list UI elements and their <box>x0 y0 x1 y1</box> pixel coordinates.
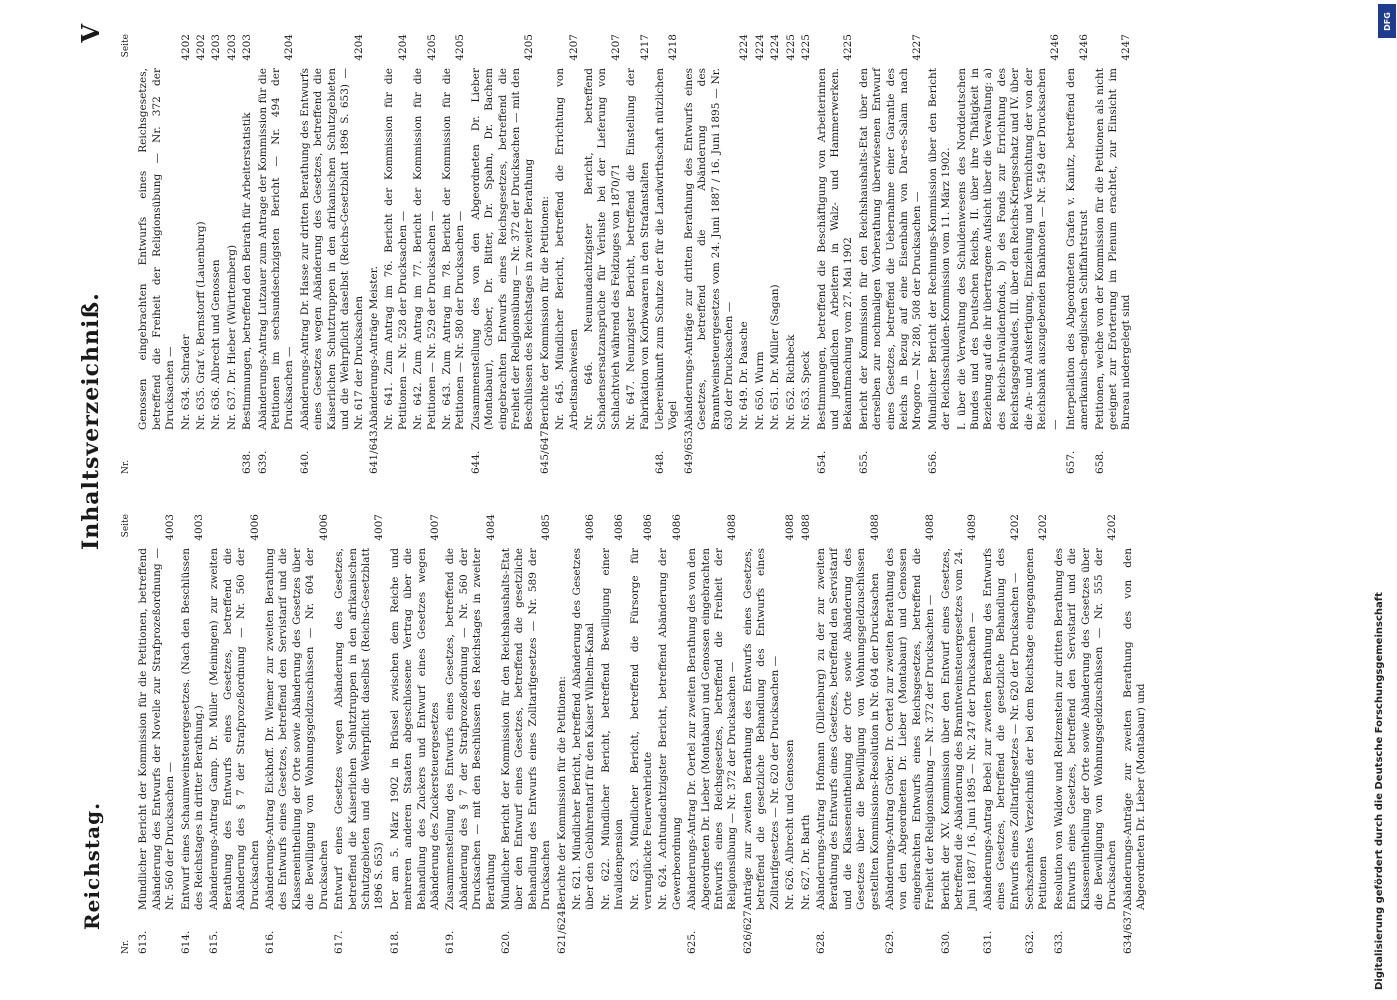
list-item <box>556 514 569 954</box>
list-item <box>769 34 782 474</box>
entry-number: 631. <box>981 930 994 954</box>
entry-text: Zusammenstellung des von den Abgeordneten Dr. Lieber (Montabaur), Gröber, Dr. Bitter, Dr. Spahn, Dr. Bachem eingebrachten Entwurfs eines Reichsgesetzes, betreffend die Freiheit der Religionsübung — Nr. 372 der Drucksachen — mit den Beschlüssen des Reichstages in zweiter Berathung <box>469 68 536 430</box>
entry-page: 4204 <box>396 34 409 61</box>
entry-page: 4227 <box>911 34 924 61</box>
nr-head: Nr. <box>121 459 131 474</box>
entry-page: 4202 <box>195 34 208 61</box>
entry-text: Nr. 621. Mündlicher Bericht, betreffend Abänderung des Gesetzes über den Gebührentarif für den Kaiser Wilhelm-Kanal <box>571 548 597 910</box>
entry-page: 4006 <box>317 514 330 541</box>
entry-number <box>383 430 410 474</box>
entry-text: Genossen eingebrachten Entwurfs eines Reichsgesetzes, betreffend die Freiheit der Religionsübung — Nr. 372 der Drucksachen — <box>137 68 177 430</box>
list-item <box>571 514 598 954</box>
list-item <box>583 34 623 474</box>
entry-number <box>210 430 223 474</box>
entry-number: 658. <box>1093 450 1106 474</box>
list-item <box>754 34 767 474</box>
entry-page: 4204 <box>352 34 365 61</box>
entry-number <box>554 430 581 474</box>
entry-page: 4088 <box>726 514 739 541</box>
entry-page: 4207 <box>609 34 622 61</box>
entry-page: 4086 <box>642 514 655 541</box>
entry-page: 4088 <box>799 514 812 541</box>
entry-page: 4246 <box>1078 34 1091 61</box>
column-head <box>120 34 133 474</box>
entry-page: 4225 <box>800 34 813 61</box>
entry-number: 625. <box>686 930 699 954</box>
entry-page: 4007 <box>373 514 386 541</box>
entry-text: Nr. 653. Speck <box>800 351 813 430</box>
entry-page: 4218 <box>667 34 680 61</box>
entry-page: 4089 <box>966 514 979 541</box>
entry-text: Mündlicher Bericht der Rechnungs-Kommission über den Bericht der Reichsschulden-Kommission vom 11. März 1902. <box>926 68 953 430</box>
entry-page: 4203 <box>225 34 238 61</box>
entry-text: Nr. 635. Graf v. Bernstorff (Lauenburg) <box>195 221 208 430</box>
right-column <box>120 34 1350 474</box>
entry-page: 4088 <box>924 514 937 541</box>
entry-page: 4088 <box>868 514 881 541</box>
entry-text: Abänderungs-Antrag Eickhoff. Dr. Wiemer zur zweiten Berathung des Entwurfs eines Gesetzes, betreffend den Servistarif und die Klasseneintheilung der Orte sowie Abänderung des Gesetzes über die Bewilligung von Wohnungsgeldzuschüssen — Nr. 604 der Drucksachen <box>264 548 330 910</box>
entry-text: Berichte der Kommission für die Petitionen: <box>538 196 551 430</box>
digitization-credit: Digitalisierung gefördert durch die Deutsche Forschungsgemeinschaft <box>1374 592 1385 990</box>
entry-text: Petitionen, welche von der Kommission für die Petitionen als nicht geeignet zur Erörterung im Plenum erachtet, zur Einsicht im Bureau niedergelegt sind <box>1093 68 1133 430</box>
entry-page: 4202 <box>1037 514 1050 541</box>
entry-text: Nr. 645. Mündlicher Bericht, betreffend die Errichtung von Arbeitsnachweisen <box>554 68 580 430</box>
entry-number: 656. <box>926 450 939 474</box>
entry-text: Nr. 626. Albrecht und Genossen <box>784 739 797 910</box>
entry-text: Abänderungs-Antrag Dr. Oertel zur zweiten Berathung des von den Abgeordneten Dr. Lieber (Montabaur) und Genossen eingebrachten Entwurfs eines Reichsgesetzes, betreffend die Freiheit der Religionsübung — Nr. 372 der Drucksachen — <box>686 548 739 910</box>
header-left: Reichstag. <box>80 801 104 930</box>
entry-number <box>226 430 239 474</box>
dfg-logo: DFG <box>1378 4 1396 38</box>
list-item <box>383 34 410 474</box>
entry-number: 629. <box>883 930 896 954</box>
entry-number: 614. <box>179 930 192 954</box>
entry-page: 4086 <box>670 514 683 541</box>
list-item <box>940 514 980 954</box>
entry-number: 615. <box>208 930 221 954</box>
entry-text: Nr. 651. Dr. Müller (Sagan) <box>769 284 782 430</box>
entry-page: 4085 <box>540 514 553 541</box>
list-item <box>927 34 954 474</box>
list-item <box>625 34 652 474</box>
entry-page: 4246 <box>1049 34 1062 61</box>
entry-number <box>769 430 782 474</box>
entry-number <box>412 430 439 474</box>
nr-head: Nr. <box>121 939 131 954</box>
list-item <box>1024 514 1051 954</box>
list-item <box>257 34 297 474</box>
entry-number <box>754 430 767 474</box>
entry-text: Uebereinkunft zum Schutze der für die Landwirthschaft nützlichen Vögel <box>654 68 680 430</box>
entry-text: Interpellation des Abgeordneten Grafen v. Kanitz, betreffend den amerikanisch-englischen Schiffahrtstrust <box>1064 68 1091 430</box>
entry-text: Nr. 649. Dr. Paasche <box>738 321 751 430</box>
entry-number: 638. <box>241 450 254 474</box>
entry-text: Abänderungs-Anträge Meister. <box>367 266 380 430</box>
entry-text: Nr. 641. Zum Antrag im 76. Bericht der Kommission für die Petitionen — Nr. 528 der Drucksachen — <box>383 68 409 430</box>
entry-page: 4224 <box>738 34 751 61</box>
entry-number <box>785 430 798 474</box>
list-item <box>683 34 737 474</box>
header-title: Inhaltsverzeichniß. <box>78 292 104 550</box>
list-item <box>816 34 856 474</box>
list-item <box>884 514 938 954</box>
left-column <box>120 514 1350 954</box>
entry-text: Anträge zur zweiten Berathung des Entwurfs eines Gesetzes, betreffend die gesetzliche Behandlung des Entwurfs eines Zolltarifgesetzes — Nr. 620 der Drucksachen — <box>741 548 781 910</box>
entry-page: 4204 <box>283 34 296 61</box>
entry-text: Abänderungs-Anträge zur zweiten Berathung des von den Abgeordneten Dr. Lieber (Montabaur) und <box>1121 548 1148 910</box>
list-item <box>208 514 262 954</box>
entry-number: 619. <box>444 930 457 954</box>
entry-text: Nr. 646. Neunundachtzigster Bericht, betreffend Schadensersatzansprüche für Verluste bei der Lieferung von Schlachtvieh während des Feldzuges von 1870/71 <box>583 68 622 430</box>
list-item <box>226 34 239 474</box>
entry-number: 648. <box>654 450 667 474</box>
entry-text: Nr. 652. Richbeck <box>784 334 797 430</box>
entry-number: 634/637. <box>1121 907 1134 954</box>
entry-text: Nr. 634. Schrader <box>179 334 192 430</box>
list-item <box>858 34 925 474</box>
entry-page: 4225 <box>842 34 855 61</box>
entry-number: 657. <box>1064 450 1077 474</box>
entry-text: Abänderungs-Antrag Gröber. Dr. Oertel zur zweiten Berathung des von den Abgeordneten Dr. Lieber (Montabaur) und Genossen eingebrachten Entwurfs eines Reichsgesetzes, betreffend die Freiheit der Religionsübung — Nr. 372 der Drucksachen — <box>883 548 937 910</box>
entry-page: 4006 <box>248 514 261 541</box>
list-item <box>389 514 443 954</box>
entry-number <box>956 430 1063 474</box>
entry-text: Nr. 643. Zum Antrag im 78. Bericht der Kommission für die Petitionen — Nr. 580 der Drucksachen — <box>440 68 467 430</box>
entry-text: Bestimmungen, betreffend die Beschäftigung von Arbeiterinnen und jugendlichen Arbeitern in Walz- und Hammerwerken. Bekanntmachung vom 27. Mai 1902 <box>815 68 855 430</box>
list-item <box>800 514 813 954</box>
list-item <box>686 514 740 954</box>
entry-number: 632. <box>1024 930 1036 954</box>
list-item <box>815 514 882 954</box>
entry-number: 626/627. <box>741 907 754 954</box>
entry-page: 4202 <box>1106 514 1119 541</box>
list-item <box>784 514 797 954</box>
entry-text: Resolution von Waldow und Reitzenstein zur dritten Berathung des Entwurfs eines Gesetzes, betreffend den Servistarif und die Klasseneintheilung der Orte sowie Abänderung des Gesetzes über die Bewilligung von Wohnungsgeldzuschüssen — Nr. 555 der Drucksachen <box>1052 548 1119 910</box>
entry-list <box>137 514 1148 954</box>
entry-number <box>784 910 797 954</box>
entry-text: Mündlicher Bericht der Kommission für den Reichshaushalts-Etat über den Entwurf eines Gesetzes, betreffend die gesetzliche Behandlung des Entwurfs eines Zolltarifgesetzes — Nr. 589 der Drucksachen <box>499 548 553 910</box>
page-header <box>70 0 110 1000</box>
list-item <box>742 514 782 954</box>
entry-number <box>441 430 468 474</box>
entry-page: 4224 <box>769 34 782 61</box>
entry-number: 618. <box>388 930 401 954</box>
list-item <box>956 34 1063 474</box>
entry-list <box>137 34 1133 474</box>
column-head <box>120 514 133 954</box>
entry-text: Entwurf eines Schaumweinsteuergesetzes. (Nach den Beschlüssen des Reichstages in dritter Berathung.) <box>179 548 206 910</box>
list-item <box>137 514 177 954</box>
list-item <box>785 34 798 474</box>
entry-text: Nr. 637. Dr. Hieber (Württemberg) <box>225 244 238 430</box>
list-item <box>600 514 627 954</box>
entry-text: Zusammenstellung des Entwurfs eines Gesetzes, betreffend die Abänderung des § 7 der Strafprozeßordnung — Nr. 560 der Drucksachen — mit den Beschlüssen des Reichstages in zweiter Berathung <box>444 548 497 910</box>
entry-number <box>600 910 627 954</box>
list-item <box>137 34 177 474</box>
list-item <box>412 34 439 474</box>
entry-number <box>657 910 684 954</box>
list-item <box>657 514 684 954</box>
entry-number: 630. <box>939 930 952 954</box>
entry-text: Nr. 623. Mündlicher Bericht, betreffend die Fürsorge für verunglückte Feuerwehrleute <box>628 548 655 910</box>
entry-page: 4203 <box>241 34 254 61</box>
entry-number <box>195 430 208 474</box>
seite-head: Seite <box>121 34 131 58</box>
entry-number <box>571 910 598 954</box>
entry-number: 644. <box>469 450 482 474</box>
list-item <box>1065 34 1092 474</box>
entry-text: Nr. 642. Zum Antrag im 77. Bericht der Kommission für die Petitionen — Nr. 529 der Drucksachen — <box>412 68 438 430</box>
entry-number: 617. <box>333 930 346 954</box>
list-item <box>800 34 813 474</box>
entry-number <box>738 430 751 474</box>
entry-page: 4225 <box>784 34 797 61</box>
list-item <box>982 514 1022 954</box>
entry-number: 640. <box>298 450 311 474</box>
list-item <box>333 514 387 954</box>
entry-number <box>800 910 813 954</box>
list-item <box>441 34 468 474</box>
entry-text: Bericht der XV. Kommission über den Entwurf eines Gesetzes, betreffend die Abänderung des Branntweinsteuergesetzes vom 24. Juni 1887 / 16. Juni 1895 — Nr. 247 der Drucksachen — <box>939 548 979 910</box>
entry-text: Abänderungs-Antrag Hofmann (Dillenburg) zu der zur zweiten Berathung des Entwurfs eines Gesetzes, betreffend den Servistarif und die Klasseneintheilung der Orte sowie Abänderung des Gesetzes über die Bewilligung von Wohnungsgeldzuschüssen gestellten Kommissions-Resolution in Nr. 604 der Drucksachen <box>814 548 881 910</box>
entry-page: 4003 <box>193 514 206 541</box>
entry-page: 4205 <box>523 34 536 61</box>
list-item <box>539 34 552 474</box>
entry-text: Berichte der Kommission für die Petitionen: <box>555 676 568 910</box>
entry-number: 633. <box>1052 930 1065 954</box>
entry-text: Abänderungs-Antrag Lutzauer zum Antrage der Kommission für die Petitionen im sechsundsechzigsten Bericht — Nr. 494 der Drucksachen — <box>256 68 296 430</box>
entry-number: 645/647. <box>538 427 551 474</box>
list-item <box>241 34 254 474</box>
entry-number: 654. <box>815 450 828 474</box>
entry-number: 655. <box>857 450 870 474</box>
entry-number: 613. <box>137 930 150 954</box>
entry-text: Abänderungs-Antrag Gamp. Dr. Müller (Meiningen) zur zweiten Berathung des Entwurfs eines Gesetzes, betreffend die Abänderung des § 7 der Strafprozeßordnung — Nr. 560 der Drucksachen <box>208 548 261 910</box>
entry-text: Abänderungs-Anträge zur dritten Berathung des Entwurfs eines Gesetzes, betreffend die Abänderung des Branntweinsteuergesetzes vom 24. Juni 1887 / 16. Juni 1895 — Nr. 630 der Drucksachen — <box>682 68 736 430</box>
list-item <box>368 34 381 474</box>
entry-page: 4205 <box>425 34 438 61</box>
entry-number: 639. <box>256 450 269 474</box>
entry-text: Entwurf eines Gesetzes wegen Abänderung des Gesetzes, betreffend die Kaiserlichen Schutztruppen in den afrikanischen Schutzgebieten und die Wehrpflicht daselbst (Reichs-Gesetzblatt 1896 S. 653) <box>333 548 386 910</box>
entry-page: 4084 <box>484 514 497 541</box>
entry-text: Nr. 622. Mündlicher Bericht, betreffend Bewilligung einer Invalidenpension <box>599 548 626 910</box>
list-item <box>1053 514 1120 954</box>
list-item <box>195 34 208 474</box>
entry-text: Der am 5. März 1902 in Brüssel zwischen dem Reiche und mehreren anderen Staaten abgeschlossene Vertrag über die Behandlung des Zuckers und Entwurf eines Gesetzes wegen Abänderung des Zuckersteuergesetzes <box>388 548 441 910</box>
entry-page: 4202 <box>179 34 192 61</box>
entry-number <box>137 430 177 474</box>
entry-text: Nr. 650. Wurm <box>753 351 766 430</box>
list-item <box>629 514 656 954</box>
entry-text: I. über die Verwaltung des Schuldenwesens des Norddeutschen Bundes und des Deutschen Reichs, II. über ihre Thätigkeit in Beziehung auf die ihr übertragene Aufsicht über die Verwaltung: a) des Reichs-Invalidenfonds, b) des Fonds zur Errichtung des Reichstagsgebäudes, III. über den Reichs-Kriegsschatz und IV. über die An- und Ausfertigung, Einziehung und Vernichtung der von der Reichsbank auszugebenden Banknoten — Nr. 549 der Drucksachen — <box>955 68 1062 430</box>
list-item <box>1094 34 1134 474</box>
list-item <box>444 514 498 954</box>
entry-page: 4007 <box>428 514 441 541</box>
entry-text: Nr. 647. Neunzigster Bericht, betreffend die Einstellung der Fabrikation von Korbwaaren in den Strafanstalten <box>625 68 651 430</box>
entry-page: 4217 <box>638 34 651 61</box>
entry-text: Bericht der Kommission für den Reichshaushalts-Etat über den derselben zur nochmaligen Vorberathung überwiesenen Entwurf eines Gesetzes, betreffend die Uebernahme einer Garantie des Reichs in Bezug auf eine Eisenbahn von Dar-es-Salam nach Mrogoro — Nr. 280, 508 der Drucksachen — <box>857 68 924 430</box>
entry-number <box>180 430 193 474</box>
entry-number: 641/643. <box>367 427 380 474</box>
list-item <box>500 514 554 954</box>
entry-page: 4247 <box>1120 34 1133 61</box>
entry-page: 4203 <box>210 34 223 61</box>
list-item <box>180 34 193 474</box>
entry-page: 4086 <box>613 514 626 541</box>
entry-text: Mündlicher Bericht der Kommission für die Petitionen, betreffend Abänderung des Entwurfs der Novelle zur Strafprozeßordnung — Nr. 560 der Drucksachen — <box>137 548 177 910</box>
entry-page: 4207 <box>567 34 580 61</box>
list-item <box>180 514 207 954</box>
list-item <box>654 34 681 474</box>
entry-number: 616. <box>264 930 277 954</box>
list-item <box>264 514 331 954</box>
entry-number: 620. <box>499 930 512 954</box>
list-item <box>210 34 223 474</box>
seite-head: Seite <box>121 514 131 538</box>
entry-number <box>583 430 623 474</box>
list-item <box>470 34 537 474</box>
entry-text: Nr. 636. Albrecht und Genossen <box>210 259 223 430</box>
entry-text: Bestimmungen, betreffend den Beirath für Arbeiterstatistik <box>241 112 254 430</box>
header-page-number: V <box>76 24 105 43</box>
entry-number <box>625 430 652 474</box>
entry-page: 4202 <box>1008 514 1021 541</box>
entry-page: 4086 <box>584 514 597 541</box>
entry-number: 649/653. <box>682 427 695 474</box>
list-item <box>1122 514 1149 954</box>
list-item <box>299 34 366 474</box>
entry-page: 4205 <box>454 34 467 61</box>
entry-text: Nr. 624. Achtundachtzigster Bericht, betreffend Abänderung der Gewerbeordnung <box>657 548 683 910</box>
entry-number: 621/624. <box>555 907 568 954</box>
list-item <box>554 34 581 474</box>
entry-number: 628. <box>814 930 827 954</box>
entry-page: 4088 <box>784 514 797 541</box>
entry-number <box>800 430 813 474</box>
entry-number <box>629 910 656 954</box>
list-item <box>738 34 751 474</box>
entry-text: Sechszehntes Verzeichniß der bei dem Reichstage eingegangenen Petitionen <box>1024 548 1050 910</box>
entry-page: 4003 <box>164 514 177 541</box>
entry-text: Abänderungs-Antrag Bebel zur zweiten Berathung des Entwurfs eines Gesetzes, betreffend die gesetzliche Behandlung des Entwurfs eines Zolltarifgesetzes — Nr. 620 der Drucksachen — <box>981 548 1021 910</box>
entry-text: Nr. 627. Dr. Barth <box>799 814 812 910</box>
entry-page: 4224 <box>753 34 766 61</box>
entry-text: Abänderungs-Antrag Dr. Hasse zur dritten Berathung des Entwurfs eines Gesetzes wegen Abänderung des Gesetzes, betreffend die Kaiserlichen Schutztruppen in den afrikanischen Schutzgebieten und die Wehrpflicht daselbst (Reichs-Gesetzblatt 1896 S. 653) — Nr. 617 der Drucksachen <box>298 68 365 430</box>
